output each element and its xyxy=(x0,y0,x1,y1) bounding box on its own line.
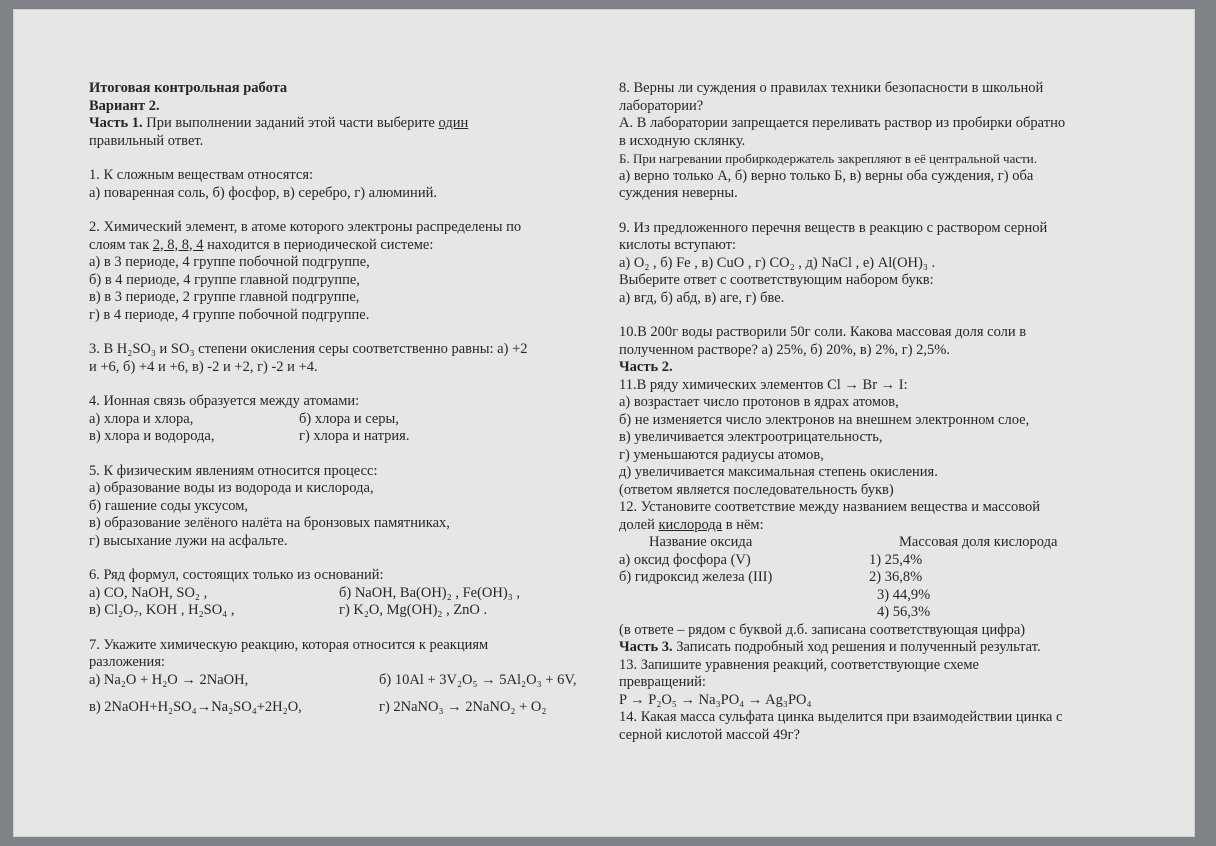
question-7-options xyxy=(89,672,629,690)
question-1-options: а) поваренная соль, б) фосфор, в) серебро, г) алюминий. xyxy=(89,184,437,201)
question-5-option: в) образование зелёного налёта на бронзовых памятниках, xyxy=(89,515,450,531)
question-14: 14. Какая масса сульфата цинка выделится при взаимодействии цинка с xyxy=(619,709,1063,725)
q12-text: долей xyxy=(619,516,659,533)
question-12-cont xyxy=(619,517,1189,535)
question-13-scheme: P → P₂O₅ → Na₃PO₄ → Ag₃PO₄ xyxy=(619,691,812,708)
question-12-row xyxy=(619,552,1189,570)
question-12: 12. Установите соответствие между названием вещества и массовой xyxy=(619,499,1040,515)
question-3: 3. В H₂SO₃ и SO₃ степени окисления серы соответственно равны: а) +2 xyxy=(89,341,528,357)
question-9-instruction: Выберите ответ с соответствующим набором букв: xyxy=(619,272,934,288)
question-8-options: а) верно только А, б) верно только Б, в) верны оба суждения, г) оба xyxy=(619,167,1034,184)
question-11-option: г) уменьшаются радиусы атомов, xyxy=(619,446,824,463)
question-6-options xyxy=(89,585,629,603)
q7-option-d: г) 2NaNO₃ → 2NaNO₂ + O₂ xyxy=(379,699,547,715)
q6-option-c: в) Cl₂O₇, KOH , H₂SO₄ , xyxy=(89,602,235,618)
q2-text-end: находится в периодической системе: xyxy=(203,236,434,253)
question-13: 13. Запишите уравнения реакций, соответствующие схеме xyxy=(619,656,979,673)
question-2-option: г) в 4 периоде, 4 группе побочной подгруппе. xyxy=(89,306,370,323)
part1-instruction xyxy=(89,115,629,133)
question-2: 2. Химический элемент, в атоме которого электроны распределены по xyxy=(89,219,522,235)
question-2-option: в) в 3 периоде, 2 группе главной подгруппе, xyxy=(89,289,360,305)
question-8-statement-a: А. В лаборатории запрещается переливать раствор из пробирки обратно xyxy=(619,115,1066,131)
question-11-option: в) увеличивается электроотрицательность, xyxy=(619,429,883,445)
question-14-cont: серной кислотой массой 49г? xyxy=(619,726,800,743)
q2-text: слоям так xyxy=(89,236,153,253)
question-4-options xyxy=(89,411,629,429)
question-6: 6. Ряд формул, состоящих только из оснований: xyxy=(89,567,384,583)
question-9-cont: кислоты вступают: xyxy=(619,237,737,253)
question-1: 1. К сложным веществам относятся: xyxy=(89,167,314,183)
table-cell: а) оксид фосфора (V) xyxy=(619,551,751,568)
question-2-option: б) в 4 периоде, 4 группе главной подгруппе, xyxy=(89,271,360,288)
question-12-note: (в ответе – рядом с буквой д.б. записана соответствующая цифра) xyxy=(619,621,1026,638)
part1-text: При выполнении заданий этой части выберите xyxy=(142,115,439,131)
doc-title: Итоговая контрольная работа xyxy=(89,80,288,96)
question-9-substances: а) O₂ , б) Fe , в) CuO , г) CO₂ , д) NaCl , е) Al(OH)₃ . xyxy=(619,254,936,271)
q7-option-b: б) 10Al + 3V₂O₅ → 5Al₂O₃ + 6V, xyxy=(379,671,577,688)
question-7-options xyxy=(89,699,629,717)
part2-label: Часть 2. xyxy=(619,359,673,375)
question-11-option: б) не изменяется число электронов на внешнем электронном слое, xyxy=(619,411,1030,428)
q4-option-c: в) хлора и водорода, xyxy=(89,428,215,444)
part1-underlined: один xyxy=(438,115,469,131)
variant-label: Вариант 2. xyxy=(89,97,160,114)
question-8: 8. Верны ли суждения о правилах техники безопасности в школьной xyxy=(619,80,1044,96)
question-13-cont: превращений: xyxy=(619,674,706,690)
question-5-option: а) образование воды из водорода и кислорода, xyxy=(89,480,374,496)
question-4: 4. Ионная связь образуется между атомами: xyxy=(89,393,360,409)
right-column xyxy=(619,80,1189,744)
table-cell: 2) 36,8% xyxy=(869,569,923,585)
q6-option-b: б) NaOH, Ba(OH)₂ , Fe(OH)₃ , xyxy=(339,584,520,601)
question-9: 9. Из предложенного перечня веществ в реакцию с раствором серной xyxy=(619,219,1048,236)
q7-option-c: в) 2NaOH+H₂SO₄→Na₂SO₄+2H₂O, xyxy=(89,699,302,715)
q4-option-d: г) хлора и натрия. xyxy=(299,428,410,444)
question-2-cont xyxy=(89,237,629,255)
question-11: 11.В ряду химических элементов Cl → Br → I: xyxy=(619,376,908,393)
q2-underlined: 2, 8, 8, 4 xyxy=(152,236,204,253)
question-12-row xyxy=(619,604,1189,622)
question-9-options: а) вгд, б) абд, в) аге, г) бве. xyxy=(619,289,785,306)
q7-option-a: а) Na₂O + H₂O → 2NaOH, xyxy=(89,671,249,688)
question-11-option: а) возрастает число протонов в ядрах атомов, xyxy=(619,394,899,410)
worksheet-page xyxy=(14,10,1194,836)
question-12-row xyxy=(619,569,1189,587)
question-12-table-header xyxy=(619,534,1189,552)
table-cell: 4) 56,3% xyxy=(877,604,931,620)
left-column xyxy=(89,80,629,717)
q12-text-end: в нём: xyxy=(722,516,764,533)
table-cell: 1) 25,4% xyxy=(869,551,923,568)
question-12-row xyxy=(619,587,1189,605)
table-header-fraction: Массовая доля кислорода xyxy=(899,534,1058,550)
question-3-cont: и +6, б) +4 и +6, в) -2 и +2, г) -2 и +4. xyxy=(89,358,318,375)
question-4-options xyxy=(89,428,629,446)
question-10-cont: полученном растворе? а) 25%, б) 20%, в) 2%, г) 2,5%. xyxy=(619,341,951,358)
q4-option-b: б) хлора и серы, xyxy=(299,410,399,427)
question-10: 10.В 200г воды растворили 50г соли. Какова массовая доля соли в xyxy=(619,324,1027,340)
part1-label: Часть 1. xyxy=(89,115,143,131)
part1-instruction-cont: правильный ответ. xyxy=(89,132,204,149)
q12-underlined: кислорода xyxy=(658,516,723,533)
question-5-option: г) высыхание лужи на асфальте. xyxy=(89,532,288,549)
question-8-cont: лаборатории? xyxy=(619,97,704,114)
question-11-option: д) увеличивается максимальная степень окисления. xyxy=(619,464,938,480)
question-5-option: б) гашение соды уксусом, xyxy=(89,497,249,514)
part3-text: Записать подробный ход решения и полученный результат. xyxy=(672,639,1041,655)
q6-option-d: г) K₂O, Mg(OH)₂ , ZnO . xyxy=(339,602,488,618)
question-8-statement-a-cont: в исходную склянку. xyxy=(619,132,746,149)
question-7: 7. Укажите химическую реакцию, которая относится к реакциям xyxy=(89,636,489,653)
question-6-options xyxy=(89,602,629,620)
q6-option-a: а) CO, NaOH, SO₂ , xyxy=(89,584,208,601)
table-header-oxide: Название оксида xyxy=(649,534,753,550)
part3-instruction xyxy=(619,639,1189,657)
question-2-option: а) в 3 периоде, 4 группе побочной подгруппе, xyxy=(89,254,370,270)
question-11-note: (ответом является последовательность букв) xyxy=(619,481,894,498)
question-8-options-cont: суждения неверны. xyxy=(619,185,738,201)
q4-option-a: а) хлора и хлора, xyxy=(89,410,194,427)
table-cell: 3) 44,9% xyxy=(877,586,931,603)
question-7-cont: разложения: xyxy=(89,654,166,670)
table-cell: б) гидроксид железа (III) xyxy=(619,569,773,585)
part3-label: Часть 3. xyxy=(619,639,673,655)
question-8-statement-b: Б. При нагревании пробиркодержатель закрепляют в её центральной части. xyxy=(619,151,1037,166)
question-5: 5. К физическим явлениям относится процесс: xyxy=(89,462,378,479)
